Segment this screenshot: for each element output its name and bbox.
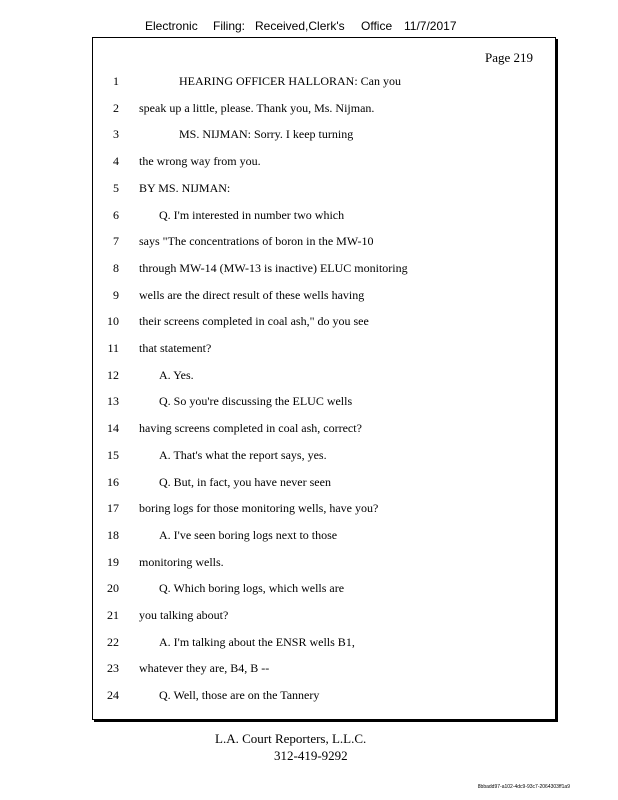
line-text: says "The concentrations of boron in the MW-10 [139,234,374,249]
transcript-line [93,446,555,466]
line-text: HEARING OFFICER HALLORAN: Can you [179,74,401,88]
line-number: 4 [113,154,119,169]
line-number: 17 [107,501,119,516]
line-text: boring logs for those monitoring wells, have you? [139,501,379,516]
reporter-phone: 312-419-9292 [274,748,348,763]
line-text: speak up a little, please. Thank you, Ms. Nijman. [139,100,375,115]
line-text: MS. NIJMAN: Sorry. I keep turning [179,127,354,142]
document-hash: 8bbadd97-a102-4dc9-93c7-2064303ff1a9 [477,784,570,790]
line-number: 14 [107,421,119,436]
transcript-line [93,72,555,92]
transcript-line [93,312,555,332]
line-text: Q. Well, those are on the Tannery [159,688,320,703]
transcript-line [93,232,555,252]
line-text: A. Yes. [159,367,194,382]
transcript-line [93,419,555,439]
transcript-line [93,633,555,653]
transcript-line [93,152,555,172]
transcript-line [93,366,555,386]
transcript-line [93,499,555,519]
page-number: Page 219 [484,50,533,65]
line-number: 12 [107,367,119,382]
transcript-line [93,339,555,359]
line-text: having screens completed in coal ash, correct? [139,421,362,436]
line-number: 9 [113,287,119,302]
header-date: 11/7/2017 [404,19,457,33]
line-text: BY MS. NIJMAN: [139,180,231,195]
transcript-line [93,206,555,226]
transcript-line [93,526,555,546]
line-number: 23 [107,661,119,676]
line-number: 5 [113,180,119,195]
transcript-line [93,259,555,279]
line-text: whatever they are, B4, B -- [139,661,270,676]
transcript-line [93,473,555,493]
line-number: 2 [113,100,119,115]
line-number: 6 [113,207,119,222]
line-number: 18 [107,527,119,542]
transcript-line [93,606,555,626]
transcript-page [92,37,556,720]
line-text: A. I'm talking about the ENSR wells B1, [159,634,355,649]
header-office: Office [361,19,393,33]
line-number: 22 [107,634,119,649]
line-number: 24 [107,688,119,703]
header-received: Received,Clerk's [255,19,345,33]
line-number: 3 [113,127,119,142]
reporter-company: L.A. Court Reporters, L.L.C. [215,731,367,746]
line-text: that statement? [139,341,212,355]
transcript-line [93,125,555,145]
line-number: 13 [107,394,119,409]
line-text: A. That's what the report says, yes. [159,447,327,462]
line-number: 21 [107,608,119,622]
transcript-line [93,553,555,573]
line-text: wells are the direct result of these wells having [139,287,365,302]
line-text: their screens completed in coal ash," do you see [139,314,369,329]
line-text: Q. I'm interested in number two which [159,207,345,222]
transcript-line [93,286,555,306]
line-number: 11 [107,341,119,355]
line-text: through MW-14 (MW-13 is inactive) ELUC monitoring [139,260,408,275]
line-text: A. I've seen boring logs next to those [159,527,338,542]
transcript-line [93,99,555,119]
header-filing: Filing: [213,19,246,33]
transcript-line [93,392,555,412]
line-number: 20 [107,581,119,596]
line-number: 15 [107,447,119,462]
line-number: 19 [107,554,119,569]
line-number: 7 [113,234,119,249]
transcript-line [93,579,555,599]
filing-header [0,19,618,37]
line-text: Q. So you're discussing the ELUC wells [159,394,353,409]
line-text: Q. Which boring logs, which wells are [159,581,345,596]
line-text: you talking about? [139,608,229,622]
line-text: the wrong way from you. [139,154,261,169]
line-number: 10 [107,314,119,329]
transcript-line [93,686,555,706]
line-number: 1 [113,74,119,88]
transcript-line [93,659,555,679]
line-text: Q. But, in fact, you have never seen [159,474,331,489]
header-electronic: Electronic [145,19,198,33]
line-number: 16 [107,474,119,489]
line-text: monitoring wells. [139,554,224,569]
transcript-line [93,179,555,199]
line-number: 8 [113,260,119,275]
